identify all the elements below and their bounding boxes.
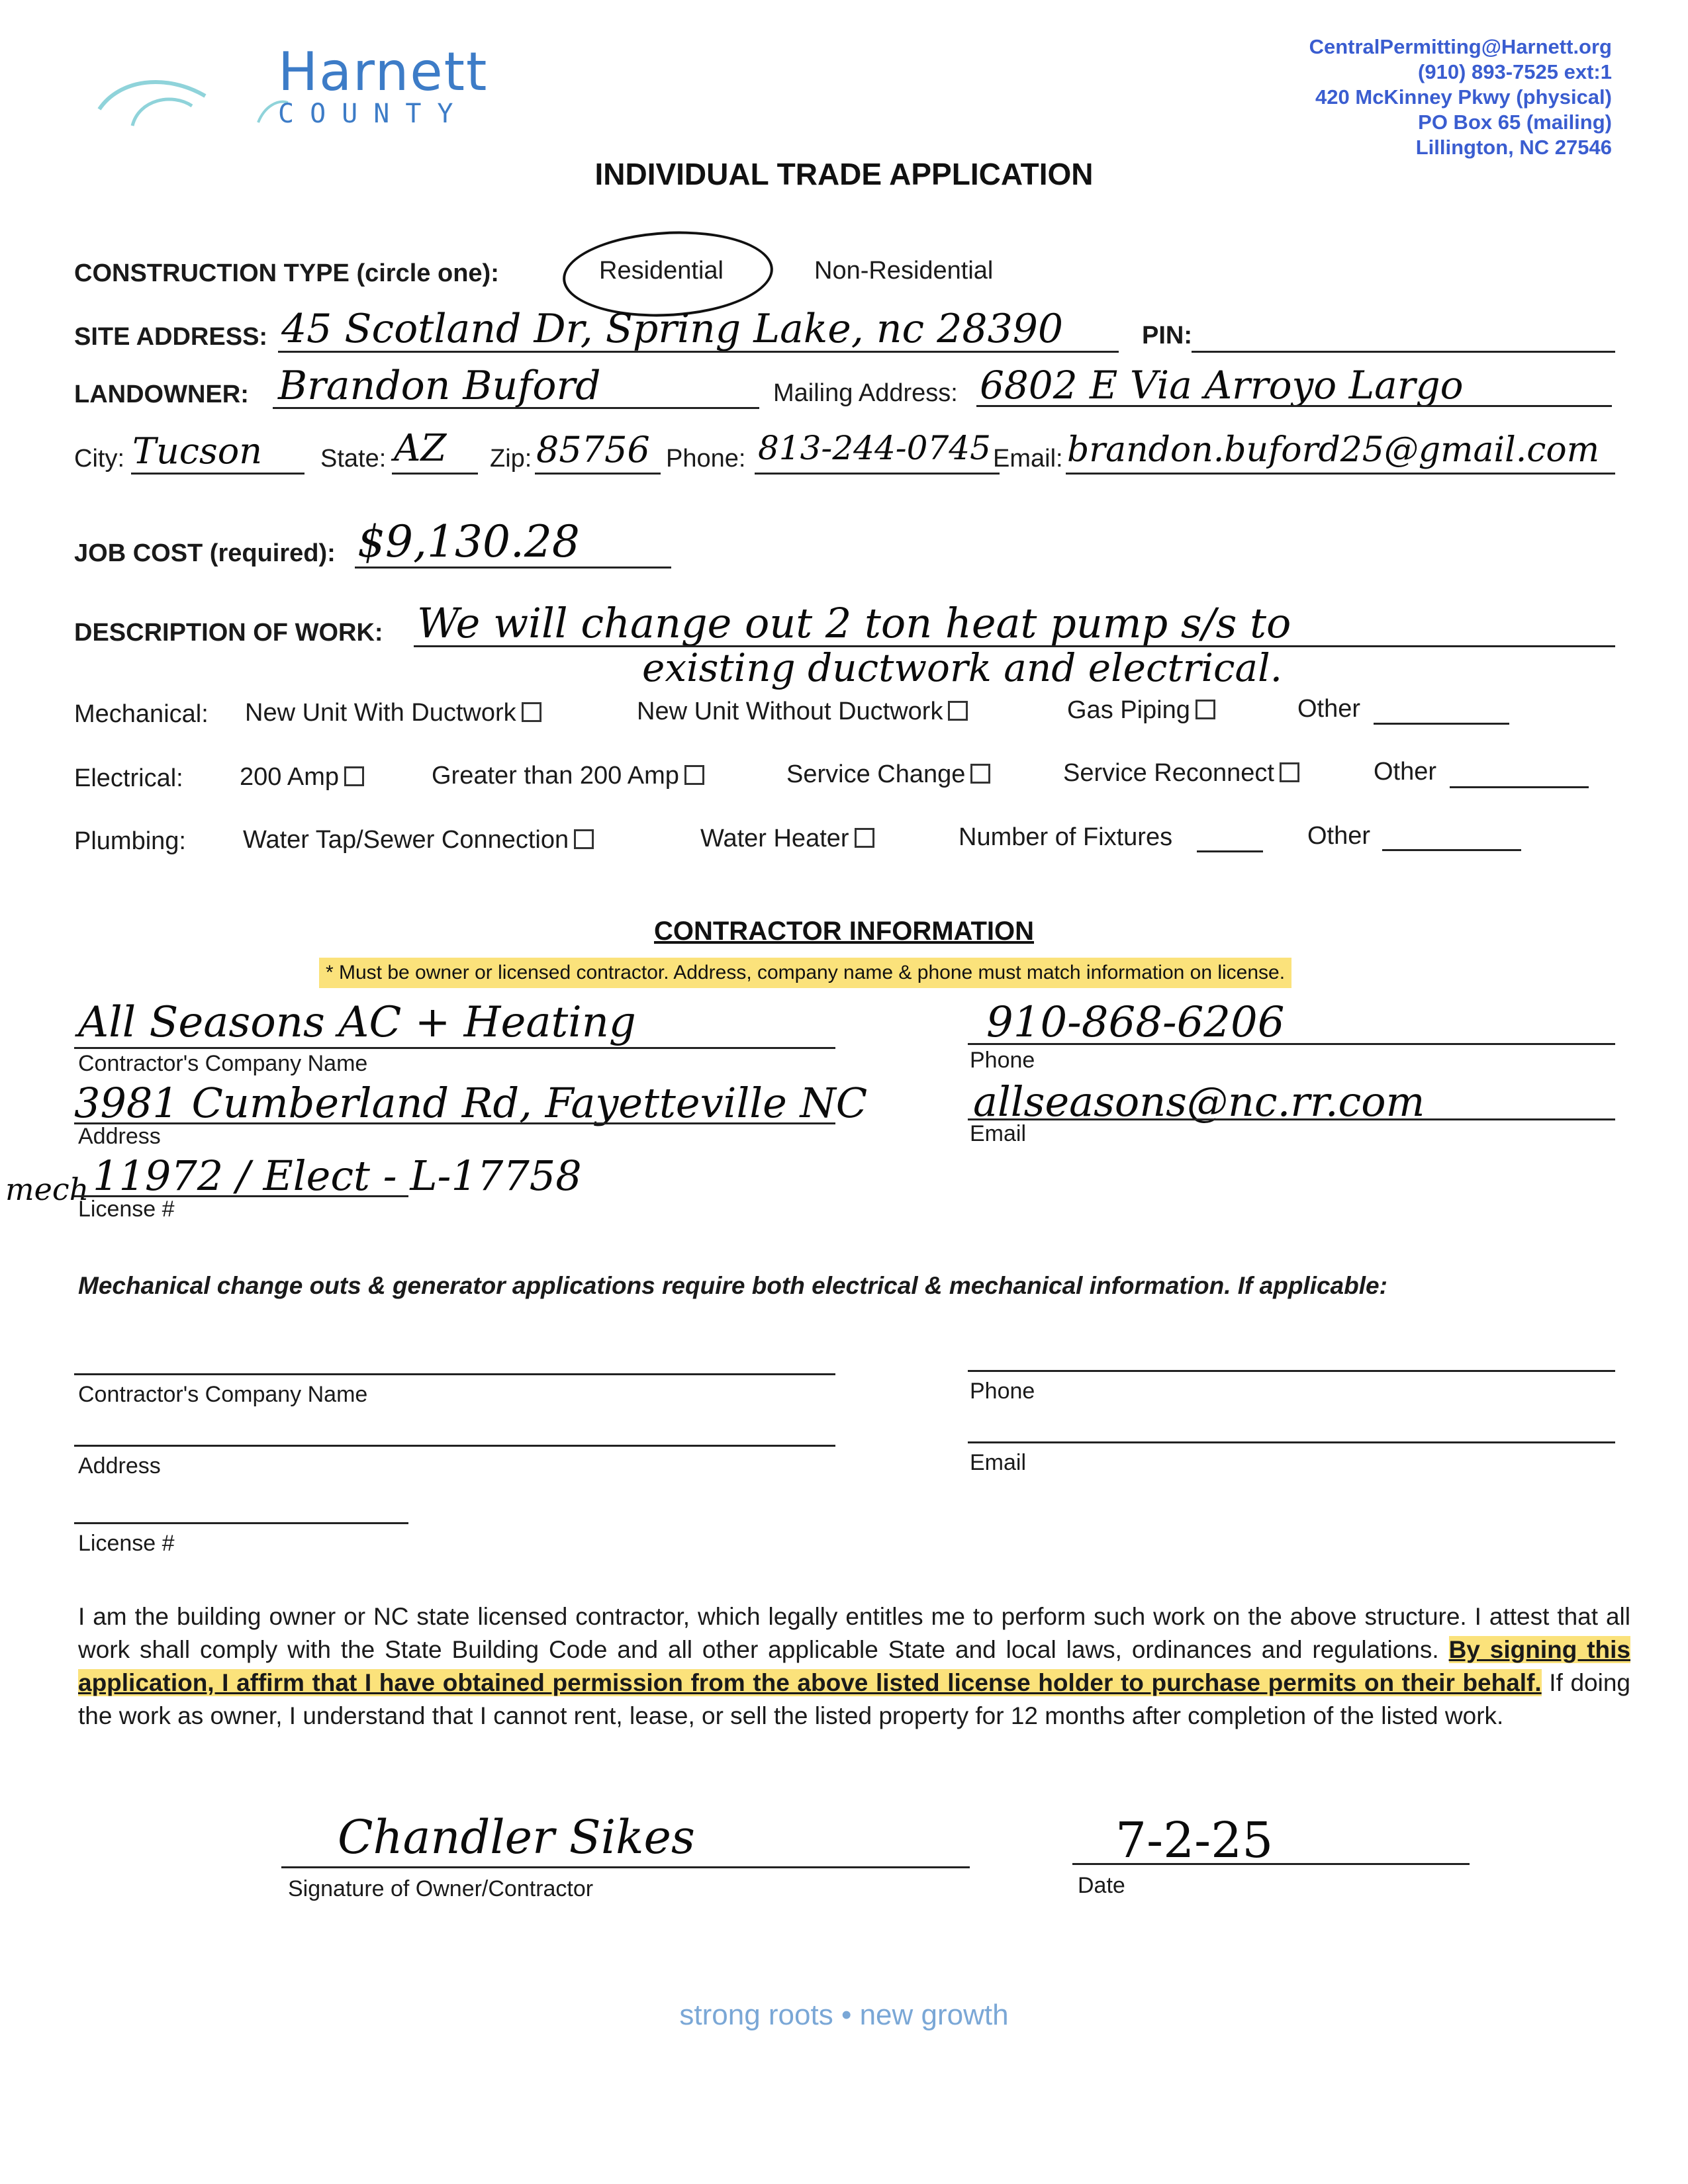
- contractor-phone-label: Phone: [970, 1048, 1035, 1073]
- construction-type-label: CONSTRUCTION TYPE (circle one):: [74, 259, 499, 287]
- elec-200-amp-option[interactable]: [240, 763, 364, 792]
- city-label: City:: [74, 445, 124, 473]
- signature-value[interactable]: Chandler Sikes: [338, 1810, 695, 1864]
- elec-other-field[interactable]: [1450, 786, 1589, 788]
- contractor-address-value[interactable]: 3981 Cumberland Rd, Fayetteville NC: [74, 1079, 868, 1127]
- elec-service-reconnect-checkbox[interactable]: [1280, 762, 1299, 782]
- site-address-label: SITE ADDRESS:: [74, 323, 268, 351]
- elec-service-reconnect-option[interactable]: [1063, 759, 1299, 788]
- contact-email: CentralPermitting@Harnett.org: [1309, 35, 1612, 58]
- second-email-label: Email: [970, 1450, 1027, 1475]
- plumb-water-heater-checkbox[interactable]: [855, 828, 874, 848]
- mech-new-without-ductwork-label: New Unit Without Ductwork: [637, 698, 943, 725]
- email-value[interactable]: brandon.buford25@gmail.com: [1067, 430, 1600, 470]
- contact-mailing: PO Box 65 (mailing): [1418, 111, 1612, 134]
- second-phone-field[interactable]: [968, 1370, 1615, 1372]
- email-label: Email:: [993, 445, 1063, 473]
- landowner-value[interactable]: Brandon Buford: [278, 363, 601, 409]
- electrical-label: Electrical:: [74, 764, 183, 792]
- elec-gt-200-amp-label: Greater than 200 Amp: [432, 762, 679, 790]
- second-address-field[interactable]: [74, 1445, 835, 1447]
- mech-gas-piping-label: Gas Piping: [1067, 696, 1190, 724]
- city-value[interactable]: Tucson: [132, 430, 263, 472]
- mech-new-with-ductwork-label: New Unit With Ductwork: [245, 699, 516, 727]
- elec-service-change-option[interactable]: [786, 760, 990, 789]
- plumb-water-tap-label: Water Tap/Sewer Connection: [243, 826, 569, 854]
- option-non-residential[interactable]: Non-Residential: [814, 257, 994, 285]
- elec-other-label: Other: [1374, 758, 1437, 786]
- contact-physical: 420 McKinney Pkwy (physical): [1315, 85, 1612, 109]
- contractor-section-title: CONTRACTOR INFORMATION: [653, 917, 1035, 946]
- zip-value[interactable]: 85756: [536, 429, 650, 471]
- mech-new-without-ductwork-option[interactable]: [637, 698, 968, 726]
- contractor-phone-value[interactable]: 910-868-6206: [986, 998, 1285, 1047]
- plumb-water-heater-option[interactable]: [700, 825, 874, 853]
- elec-200-amp-label: 200 Amp: [240, 763, 339, 791]
- elec-gt-200-amp-checkbox[interactable]: [684, 765, 704, 785]
- elec-service-change-checkbox[interactable]: [970, 764, 990, 784]
- plumb-fixtures-label: Number of Fixtures: [959, 823, 1173, 851]
- elec-service-change-label: Service Change: [786, 760, 966, 788]
- contractor-note: * Must be owner or licensed contractor. Address, company name & phone must match information on license.: [319, 958, 1291, 988]
- mech-gas-piping-checkbox[interactable]: [1196, 700, 1215, 719]
- description-line1[interactable]: We will change out 2 ton heat pump s/s to: [417, 599, 1291, 647]
- pin-field[interactable]: [1192, 351, 1615, 353]
- logo-county: COUNTY: [278, 99, 469, 129]
- contractor-company-label: Contractor's Company Name: [78, 1051, 368, 1076]
- contractor-email-value[interactable]: allseasons@nc.rr.com: [973, 1077, 1425, 1126]
- state-value[interactable]: AZ: [394, 427, 447, 470]
- mechanical-label: Mechanical:: [74, 700, 209, 728]
- second-license-field[interactable]: [74, 1522, 408, 1524]
- mech-other-field[interactable]: [1374, 723, 1509, 725]
- date-label: Date: [1078, 1873, 1125, 1898]
- plumb-other-field[interactable]: [1382, 849, 1521, 851]
- logo-swoosh-icon: [93, 46, 291, 146]
- job-cost-value[interactable]: $9,130.28: [357, 516, 580, 567]
- date-value[interactable]: 7-2-25: [1115, 1812, 1274, 1869]
- plumb-other-label: Other: [1307, 822, 1371, 850]
- description-line2[interactable]: existing ductwork and electrical.: [642, 645, 1283, 690]
- contact-phone: (910) 893-7525 ext:1: [1418, 60, 1612, 83]
- second-contractor-heading: Mechanical change outs & generator applications require both electrical & mechanical information. If applicable:: [78, 1272, 1387, 1299]
- mech-new-with-ductwork-checkbox[interactable]: [522, 702, 541, 722]
- contractor-address-label: Address: [78, 1124, 161, 1149]
- elec-gt-200-amp-option[interactable]: [432, 762, 704, 790]
- mech-new-without-ductwork-checkbox[interactable]: [948, 701, 968, 721]
- attestation-text: [78, 1600, 1630, 1733]
- landowner-label: LANDOWNER:: [74, 381, 249, 408]
- contact-city: Lillington, NC 27546: [1415, 136, 1612, 159]
- contractor-company-value[interactable]: All Seasons AC + Heating: [78, 998, 636, 1047]
- second-address-label: Address: [78, 1453, 161, 1479]
- elec-200-amp-checkbox[interactable]: [344, 766, 364, 786]
- mech-gas-piping-option[interactable]: [1067, 696, 1215, 725]
- mailing-address-value[interactable]: 6802 E Via Arroyo Largo: [980, 363, 1464, 408]
- signature-label: Signature of Owner/Contractor: [288, 1876, 594, 1901]
- zip-label: Zip:: [490, 445, 532, 473]
- form-title: INDIVIDUAL TRADE APPLICATION: [594, 157, 1094, 191]
- footer-slogan: strong roots • new growth: [679, 1999, 1009, 2031]
- state-label: State:: [320, 445, 387, 473]
- option-residential[interactable]: Residential: [599, 257, 724, 285]
- pin-label: PIN:: [1142, 322, 1192, 349]
- contractor-email-label: Email: [970, 1121, 1027, 1146]
- plumbing-label: Plumbing:: [74, 827, 186, 855]
- job-cost-label: JOB COST (required):: [74, 539, 336, 567]
- attestation-part1: I am the building owner or NC state licensed contractor, which legally entitles me to perform such work on the above structure. I attest that all work shall comply with the State Building Code and all other applicable State and local laws, ordinances and regulations.: [78, 1603, 1630, 1663]
- second-email-field[interactable]: [968, 1441, 1615, 1443]
- contractor-license-value[interactable]: 11972 / Elect - L-17758: [93, 1152, 582, 1200]
- elec-service-reconnect-label: Service Reconnect: [1063, 759, 1274, 787]
- attestation-highlight: By signing this application, I affirm that I have obtained permission from the above listed license holder to purchase permits on their behalf.: [78, 1636, 1631, 1696]
- attestation-part2: If doing the work as owner, I understand that I cannot rent, lease, or sell the listed property for 12 months after completion of the listed work.: [78, 1669, 1630, 1729]
- mech-new-with-ductwork-option[interactable]: [245, 699, 541, 727]
- phone-value[interactable]: 813-244-0745: [758, 429, 991, 467]
- mech-other-label: Other: [1297, 695, 1361, 723]
- logo-name: Harnett: [278, 41, 489, 103]
- second-company-field[interactable]: [74, 1373, 835, 1375]
- mailing-address-label: Mailing Address:: [773, 379, 958, 407]
- phone-label: Phone:: [666, 445, 746, 473]
- license-prefix: mech: [5, 1171, 89, 1207]
- plumb-water-heater-label: Water Heater: [700, 825, 849, 852]
- contractor-license-label: License #: [78, 1197, 175, 1222]
- county-logo: [278, 41, 488, 129]
- plumb-water-tap-checkbox[interactable]: [574, 829, 594, 849]
- contact-block: [1309, 34, 1612, 160]
- plumb-fixtures-field[interactable]: [1197, 850, 1263, 852]
- plumb-water-tap-option[interactable]: [243, 826, 594, 854]
- second-license-label: License #: [78, 1531, 175, 1556]
- second-company-label: Contractor's Company Name: [78, 1382, 368, 1407]
- description-label: DESCRIPTION OF WORK:: [74, 619, 383, 647]
- site-address-value[interactable]: 45 Scotland Dr, Spring Lake, nc 28390: [281, 306, 1064, 352]
- second-phone-label: Phone: [970, 1379, 1035, 1404]
